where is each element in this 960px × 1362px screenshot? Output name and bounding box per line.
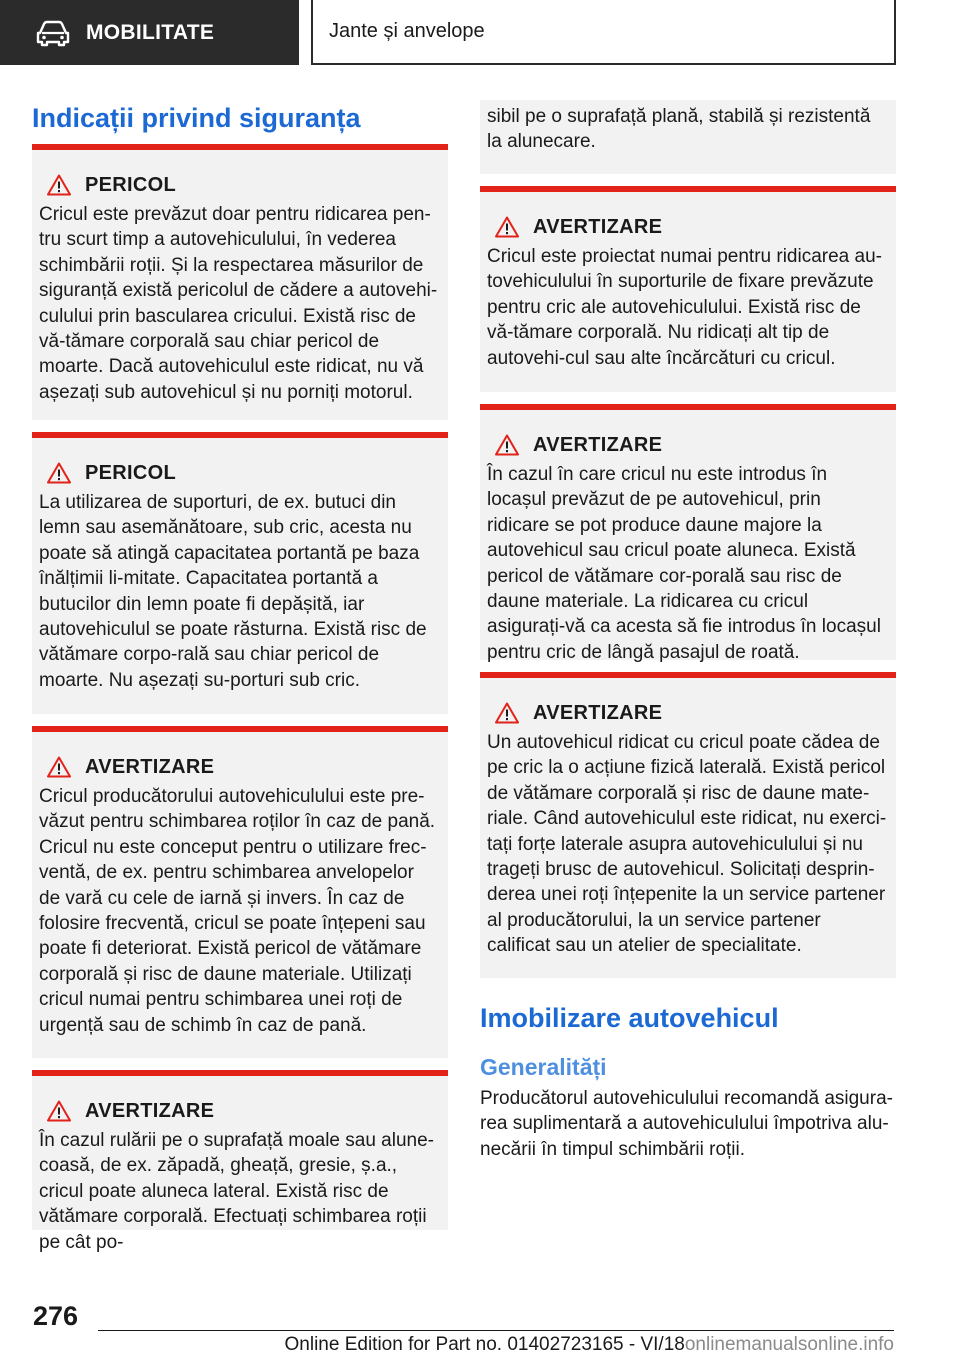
warning-text: La utilizarea de suporturi, de ex. butuci din lemn sau asemănătoare, sub cric, acesta nu poate să atingă capacitatea portantă pe baza înălțimii li-mitate. Capacitatea portantă a butucilor din lemn poate fi depășită, iar autovehiculul se poate răsturna. Există risc de vătămare corpo-rală sau chiar pericol de moarte. Nu așezați su-porturi sub cric. bbox=[39, 492, 427, 691]
warning-box bbox=[480, 672, 896, 978]
right-column bbox=[480, 100, 896, 1162]
subsection-title-general: Generalități bbox=[480, 1054, 607, 1080]
warning-triangle-icon bbox=[47, 1100, 71, 1122]
warning-triangle-icon bbox=[495, 702, 519, 724]
body-paragraph: Producătorul autovehiculului recomandă asigura-rea suplimentară a autovehiculului împotriva alu-necării în timpul schimbării roții. bbox=[480, 1088, 893, 1160]
warning-level: PERICOL bbox=[85, 461, 176, 484]
warning-text: În cazul rulării pe o suprafață moale sau alune-coasă, de ex. zăpadă, gheață, gresie, ș.a., cricul poate aluneca lateral. Există risc de vătămare corporală. Efectuați schimbarea roții pe cât po- bbox=[39, 1130, 435, 1253]
header-section-tab bbox=[0, 0, 299, 65]
warning-triangle-icon bbox=[47, 174, 71, 196]
footer-divider bbox=[98, 1330, 894, 1331]
left-column bbox=[32, 100, 448, 1253]
warning-level: AVERTIZARE bbox=[85, 1099, 215, 1122]
warning-text: În cazul în care cricul nu este introdus în locașul prevăzut de pe autovehicul, prin ridicare se pot produce daune majore la autovehicul sau cricul poate aluneca. Există pericol de vătămare cor-porală sau risc de daune materiale. La ridicarea cu cricul asigurați-vă ca acesta să fie introdus în locașul pentru cric de lângă pasajul de roată. bbox=[487, 464, 881, 663]
warning-triangle-icon bbox=[47, 462, 71, 484]
warning-triangle-icon bbox=[495, 434, 519, 456]
header-chapter-tab bbox=[311, 0, 896, 65]
warning-triangle-icon bbox=[495, 216, 519, 238]
warning-text: Cricul producătorului autovehiculului este pre-văzut pentru schimbarea roților în caz de pană. Cricul nu este conceput pentru o utilizare frec-ventă, de ex. pentru schimbarea anvelopelor de vară cu cele de iarnă și invers. În caz de folosire frecventă, cricul se poate înțepeni sau poate fi deteriorat. Există pericol de vătămare corporală și risc de daune materiale. Utilizați cricul numai pentru schimbarea unei roți de urgență sau de schimb în caz de pană. bbox=[39, 786, 436, 1036]
watermark-text: onlinemanualsonline.info bbox=[684, 1334, 894, 1355]
warning-box bbox=[32, 1070, 448, 1253]
section-label: MOBILITATE bbox=[86, 20, 215, 44]
warning-level: AVERTIZARE bbox=[85, 755, 215, 778]
warning-level: AVERTIZARE bbox=[533, 215, 663, 238]
warning-box bbox=[32, 726, 448, 1058]
warning-box bbox=[480, 186, 896, 392]
warning-continuation bbox=[480, 100, 896, 174]
warning-box bbox=[32, 432, 448, 714]
warning-box bbox=[32, 144, 448, 420]
section-title-safety: Indicații privind siguranța bbox=[32, 103, 361, 133]
edition-text: Online Edition for Part no. 01402723165 - VI/18 bbox=[284, 1334, 685, 1355]
warning-text: Cricul este prevăzut doar pentru ridicarea pen-tru scurt timp a autovehiculului, în vederea schimbării roții. Și la respectarea măsurilor de siguranță există pericolul de cădere a autovehi-culului prin bascularea cricului. Există risc de vă-tămare corporală sau chiar pericol de moarte. Dacă autovehiculul este ridicat, nu vă așezați sub autovehicul și nu porniți motorul. bbox=[39, 204, 438, 403]
car-icon bbox=[36, 20, 70, 46]
chapter-label: Jante și anvelope bbox=[329, 20, 485, 42]
warning-level: AVERTIZARE bbox=[533, 701, 663, 724]
warning-triangle-icon bbox=[47, 756, 71, 778]
warning-text: sibil pe o suprafață plană, stabilă și rezistentă la alunecare. bbox=[487, 106, 871, 153]
warning-text: Cricul este proiectat numai pentru ridicarea au-tovehiculului în suporturile de fixare prevăzute pentru cric ale autovehiculului. Există risc de vă-tămare corporală. Nu ridicați alt tip de autovehi-cul sau alte încărcături cu cricul. bbox=[487, 246, 882, 369]
warning-level: AVERTIZARE bbox=[533, 433, 663, 456]
page-number: 276 bbox=[33, 1301, 79, 1331]
footer-edition bbox=[285, 1332, 894, 1358]
warning-text: Un autovehicul ridicat cu cricul poate cădea de pe cric la o acțiune fizică laterală. Există pericol de vătămare corporală și risc de daune mate-riale. Când autovehiculul este ridicat, nu exerci-tați forțe laterale asupra autovehiculului și nu trageți brusc de autovehicul. Solicitați desprin-derea unei roți înțepenite la un service partener al producătorului, la un service partener calificat sau un atelier de specialitate. bbox=[487, 732, 887, 957]
section-title-immobilization: Imobilizare autovehicul bbox=[480, 1003, 779, 1033]
warning-box bbox=[480, 404, 896, 663]
warning-level: PERICOL bbox=[85, 173, 176, 196]
